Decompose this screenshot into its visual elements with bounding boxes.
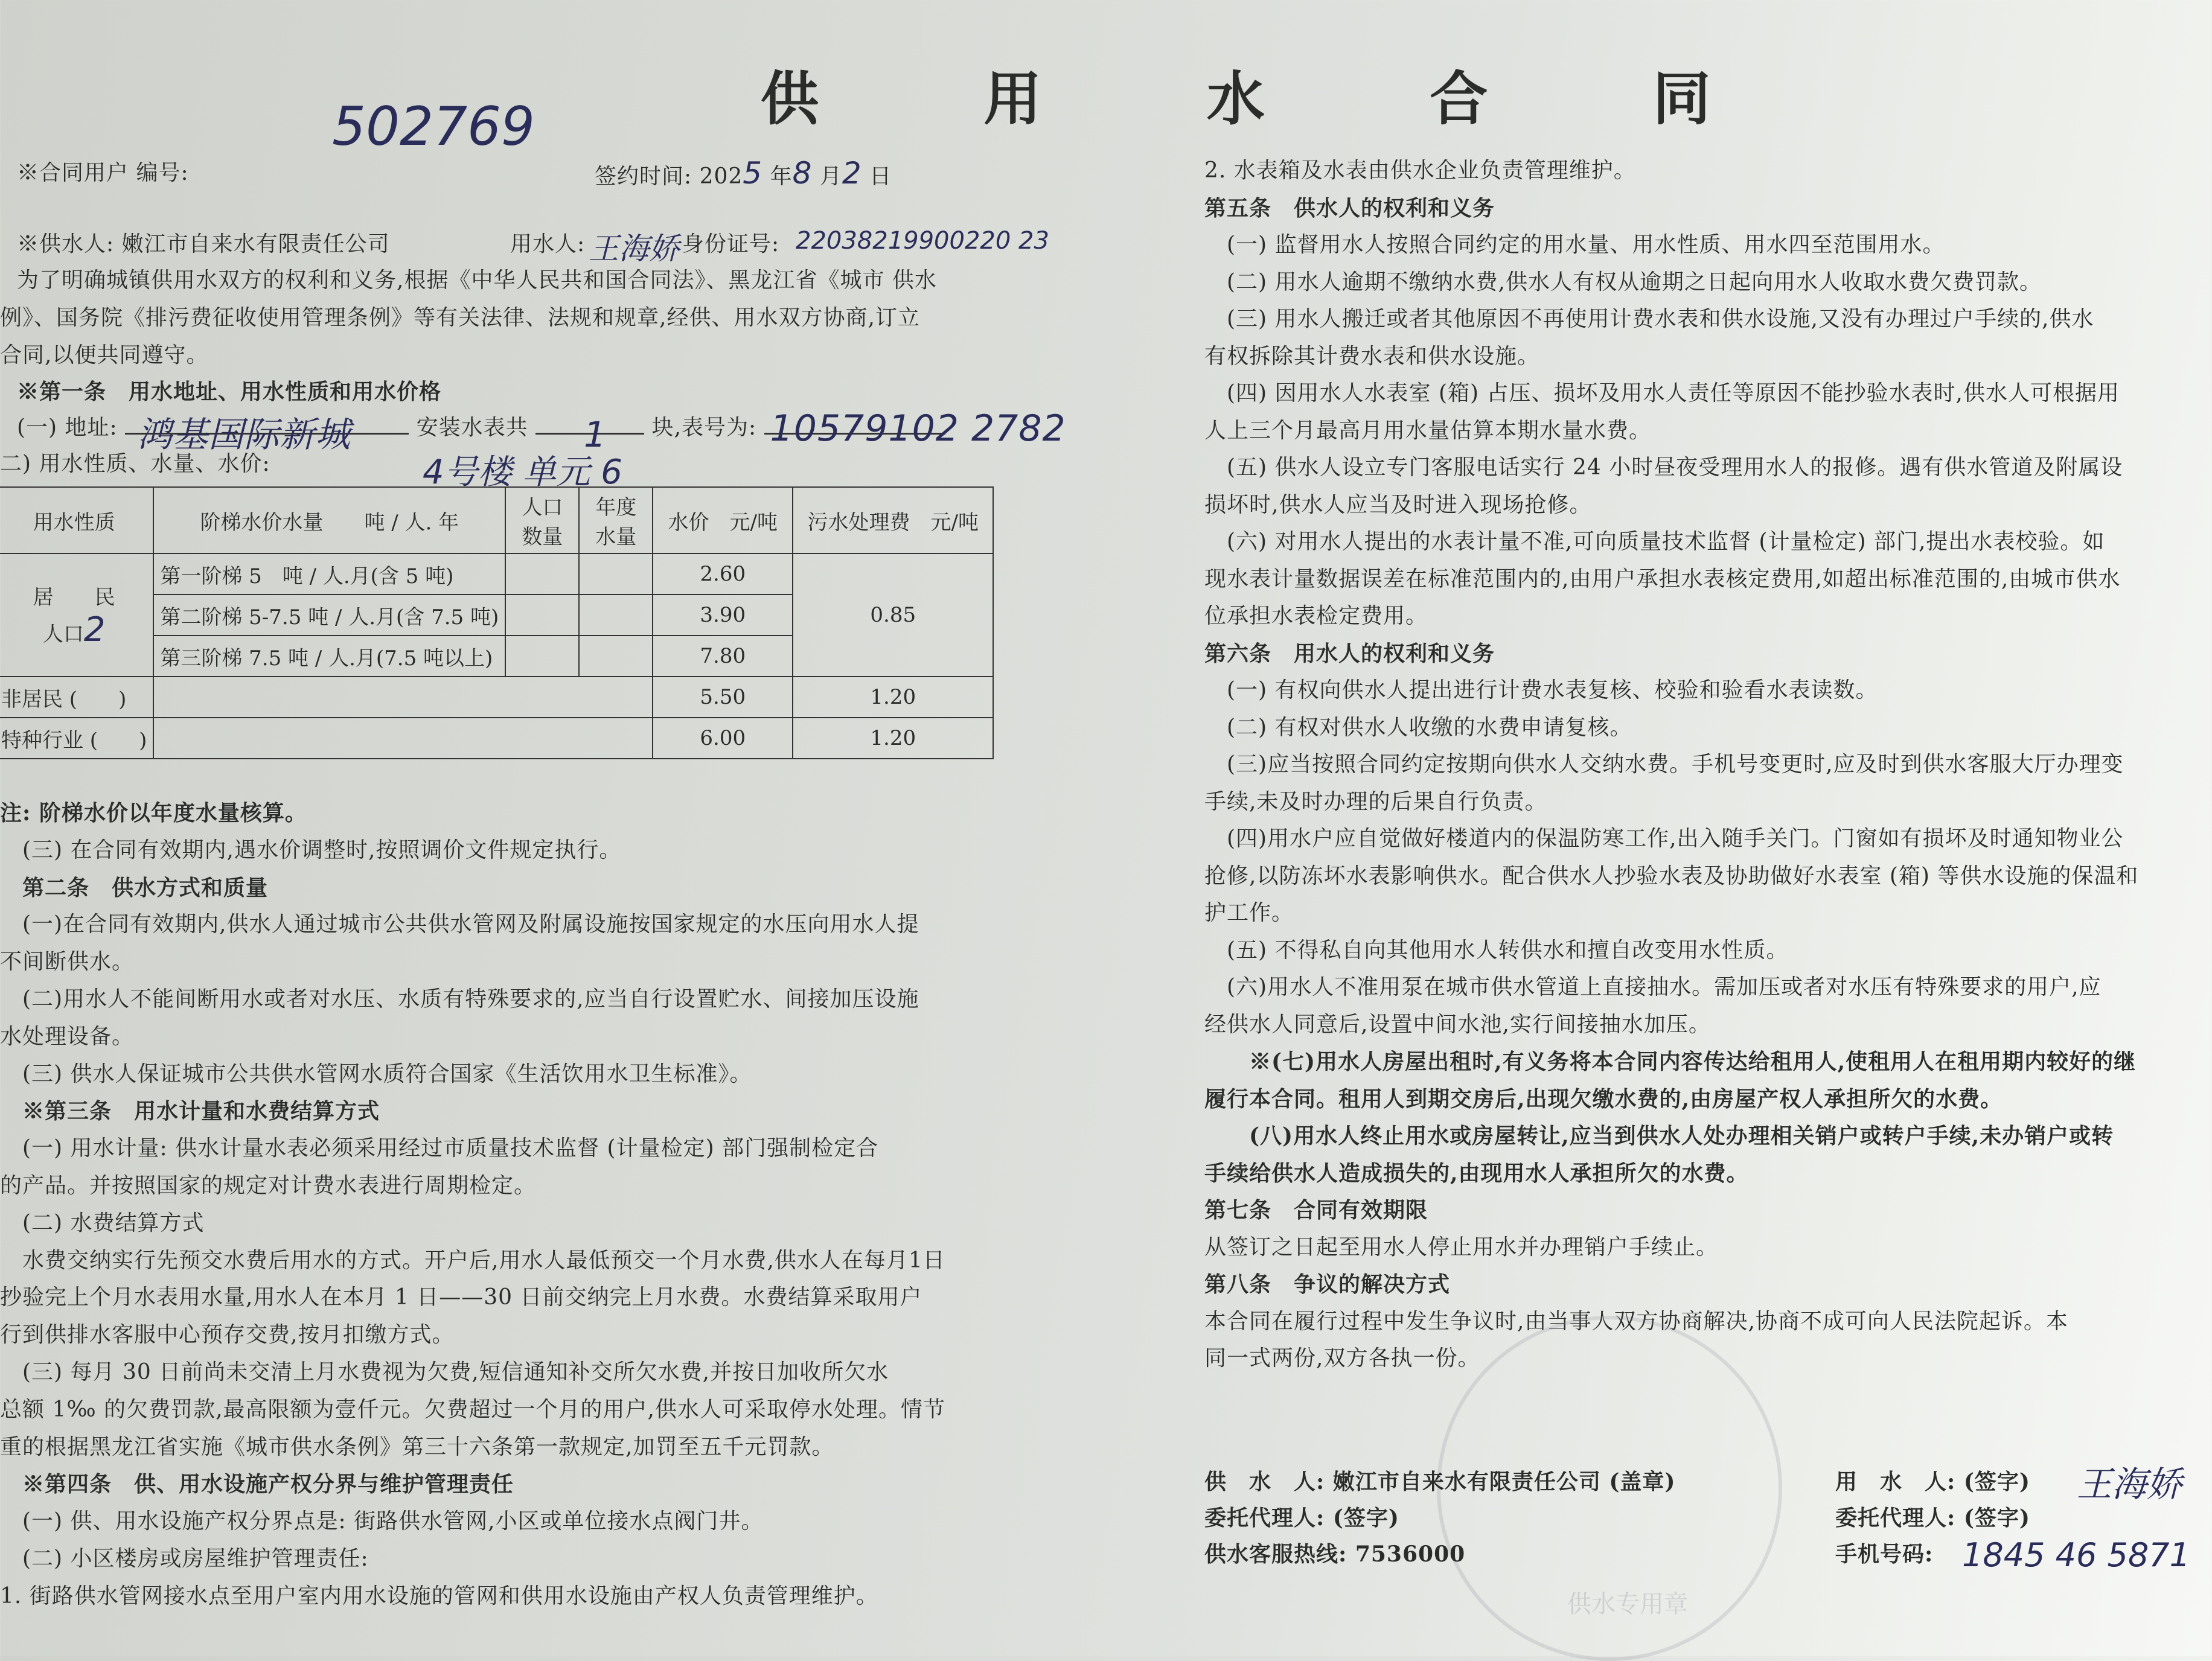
- text-line: (八)用水人终止用水或房屋转让,应当到供水人处办理相关销户或转户手续,未办销户或转: [1204, 1123, 2114, 1149]
- text-line: (三) 每月 30 日前尚未交清上月水费视为欠费,短信通知补交所欠水费,并按日加收所欠水: [0, 1360, 889, 1385]
- text-line: (五) 不得私自向其他用水人转供水和擅自改变用水性质。: [1204, 937, 1789, 963]
- text-line: ※第四条 供、用水设施产权分界与维护管理责任: [0, 1471, 514, 1497]
- text-line: (二) 小区楼房或房屋维护管理责任:: [0, 1546, 369, 1571]
- water-rate-table: 用水性质 阶梯水价水量 吨 / 人. 年 人口数量 年度水量 水价 元/吨 污水处理费 元/吨 居 民 人口2 第一阶梯 5 吨 / 人.月(含 5 吨) 2.60 0.85 第二阶梯 5-7.5 吨 / 人.月(含 7.5 吨) 3.90 第三阶梯 7.5 吨 / 人.月(7.5 吨以上) 7.80 非居民 ( ) 5.50 1.20 特种行业 ( ) 6.00 1.20: [0, 486, 994, 759]
- text-line: 的产品。并按照国家的规定对计费水表进行周期检定。: [0, 1173, 537, 1198]
- text-line: (二) 用水人逾期不缴纳水费,供水人有权从逾期之日起向用水人收取水费欠费罚款。: [1204, 269, 2042, 295]
- text-line: 位承担水表检定费用。: [1204, 604, 1428, 628]
- text-line: (一) 用水计量: 供水计量水表必须采用经过市质量技术监督 (计量检定) 部门强制检定合: [0, 1136, 879, 1161]
- text-line: 第八条 争议的解决方式: [1204, 1272, 1451, 1297]
- sign-phone: 手机号码:: [1835, 1541, 1934, 1567]
- text-line: (六)用水人不准用泵在城市供水管道上直接抽水。需加压或者对水压有特殊要求的用户,应: [1204, 975, 2102, 999]
- supplier-line: ※供水人: 嫩江市自来水有限责任公司: [17, 232, 390, 257]
- handwritten-user-name: 王海娇: [589, 231, 679, 266]
- text-line: 2. 水表箱及水表由供水企业负责管理维护。: [1204, 158, 1636, 183]
- address-line: (一) 地址: 鸿基国际新城 安装水表共 1 块,表号为: 10579102 2782: [17, 407, 1066, 455]
- text-line: 从签订之日起至用水人停止用水并办理销户手续止。: [1204, 1234, 1719, 1260]
- text-line: 履行本合同。租用人到期交房后,出现欠缴水费的,由房屋产权人承担所欠的水费。: [1204, 1086, 2003, 1112]
- text-line: 行到供排水客服中心预存交费,按月扣缴方式。: [0, 1322, 455, 1348]
- text-line: 抢修,以防冻坏水表影响供水。配合供水人抄验水表及协助做好水表室 (箱) 等供水设施的保温和: [1204, 863, 2139, 888]
- handwritten-id-number: 22038219900220 23: [796, 227, 1049, 255]
- text-line: 同一式两份,双方各执一份。: [1204, 1346, 1480, 1371]
- text-line: (四) 因用水人水表室 (箱) 占压、损坏及用水人责任等原因不能抄验水表时,供水人可根据用: [1204, 381, 2120, 406]
- user-label: 用水人:: [510, 232, 586, 257]
- text-line: 现水表计量数据误差在标准范围内的,由用户承担水表核定费用,如超出标准范围的,由城市供水: [1204, 566, 2121, 591]
- text-line: 1. 街路供水管网接水点至用户室内用水设施的管网和供用水设施由产权人负责管理维护。: [0, 1583, 878, 1608]
- sign-agent-1: 委托代理人: (签字): [1204, 1505, 1399, 1531]
- handwritten-signature: 王海娇: [2077, 1464, 2182, 1505]
- text-line: 本合同在履行过程中发生争议时,由当事人双方协商解决,协商不成可向人民法院起诉。本: [1204, 1309, 2068, 1334]
- text-line: 水费交纳实行先预交水费后用水的方式。开户后,用水人最低预交一个月水费,供水人在每月1日: [0, 1248, 945, 1273]
- text-line: (二)用水人不能间断用水或者对水压、水质有特殊要求的,应当自行设置贮水、间接加压设施: [0, 987, 919, 1012]
- contract-no-label: ※合同用户 编号:: [17, 161, 189, 185]
- text-line: (三)应当按照合同约定按期向供水人交纳水费。手机号变更时,应及时到供水客服大厅办理变: [1204, 752, 2124, 777]
- text-line: ※第三条 用水计量和水费结算方式: [0, 1098, 380, 1124]
- text-line: (一)在合同有效期内,供水人通过城市公共供水管网及附属设施按国家规定的水压向用水人提: [0, 912, 919, 937]
- text-line: (一) 有权向供水人提出进行计费水表复核、校验和验看水表读数。: [1204, 678, 1878, 703]
- text-line: 人上三个月最高月用水量估算本期水量水费。: [1204, 418, 1652, 443]
- text-line: 重的根据黑龙江省实施《城市供水条例》第三十六条第一款规定,加罚至五千元罚款。: [0, 1434, 834, 1459]
- handwritten-building: 4号楼 单元 6: [423, 453, 622, 492]
- id-label: 身份证号:: [682, 232, 780, 257]
- text-line: (六) 对用水人提出的水表计量不准,可向质量技术监督 (计量检定) 部门,提出水表校验。如: [1204, 529, 2105, 554]
- sign-agent-2: 委托代理人: (签字): [1835, 1505, 2030, 1531]
- text-line: (五) 供水人设立专门客服电话实行 24 小时昼夜受理用水人的报修。遇有供水管道及附属设: [1204, 455, 2123, 480]
- text-line: 第二条 供水方式和质量: [0, 875, 269, 901]
- text-line: 经供水人同意后,设置中间水池,实行间接抽水加压。: [1204, 1012, 1711, 1037]
- text-line: (二) 水费结算方式: [0, 1210, 205, 1235]
- sign-user: 用 水 人: (签字): [1835, 1469, 2030, 1494]
- text-line: 不间断供水。: [0, 949, 135, 975]
- document-title: 供 用 水 合 同: [761, 65, 1783, 133]
- sign-hotline: 供水客服热线: 7536000: [1204, 1541, 1466, 1567]
- text-line: 第七条 合同有效期限: [1204, 1197, 1428, 1223]
- text-line: 护工作。: [1204, 901, 1294, 925]
- article-1-heading: ※第一条 用水地址、用水性质和用水价格: [17, 379, 442, 404]
- sign-date: 签约时间: 2025 年8 月2 日: [595, 156, 892, 191]
- sign-supplier: 供 水 人: 嫩江市自来水有限责任公司 (盖章): [1204, 1469, 1676, 1494]
- text-line: 手续给供水人造成损失的,由现用水人承担所欠的水费。: [1204, 1160, 1749, 1186]
- handwritten-phone: 1845 46 5871: [1962, 1536, 2190, 1574]
- nature-line: 二) 用水性质、水量、水价:: [0, 451, 270, 476]
- text-line: 总额 1‰ 的欠费罚款,最高限额为壹仟元。欠费超过一个月的用户,供水人可采取停水处理。情节: [0, 1397, 945, 1422]
- text-line: 手续,未及时办理的后果自行负责。: [1204, 789, 1547, 814]
- text-line: 抄验完上个月水表用水量,用水人在本月 1 日——30 日前交纳完上月水费。水费结算采取用户: [0, 1285, 922, 1310]
- text-line: (一) 监督用水人按照合同约定的用水量、用水性质、用水四至范围用水。: [1204, 232, 1945, 257]
- text-line: 水处理设备。: [0, 1024, 135, 1049]
- text-line: 注: 阶梯水价以年度水量核算。: [0, 800, 307, 826]
- text-line: 损坏时,供水人应当及时进入现场抢修。: [1204, 492, 1592, 517]
- text-line: ※(七)用水人房屋出租时,有义务将本合同内容传达给租用人,使租用人在租用期内较好的继: [1204, 1049, 2137, 1074]
- text-line: 有权拆除其计费水表和供水设施。: [1204, 343, 1540, 369]
- handwritten-contract-no: 502769: [332, 95, 535, 158]
- text-line: 第五条 供水人的权利和义务: [1204, 195, 1495, 221]
- text-line: 第六条 用水人的权利和义务: [1204, 640, 1495, 666]
- text-line: (三) 用水人搬迁或者其他原因不再使用计费水表和供水设施,又没有办理过户手续的,供水: [1204, 307, 2094, 331]
- text-line: (二) 有权对供水人收缴的水费申请复核。: [1204, 715, 1632, 740]
- residential-cell: 居 民 人口2: [0, 553, 153, 677]
- text-line: (三) 供水人保证城市公共供水管网水质符合国家《生活饮用水卫生标准》。: [0, 1061, 752, 1086]
- text-line: (三) 在合同有效期内,遇水价调整时,按照调价文件规定执行。: [0, 837, 622, 862]
- faded-seal: 供水专用章: [1437, 1316, 1782, 1661]
- text-line: (四)用水户应自觉做好楼道内的保温防寒工作,出入随手关门。门窗如有损坏及时通知物业公: [1204, 826, 2124, 851]
- text-line: (一) 供、用水设施产权分界点是: 街路供水管网,小区或单位接水点阀门井。: [0, 1509, 764, 1534]
